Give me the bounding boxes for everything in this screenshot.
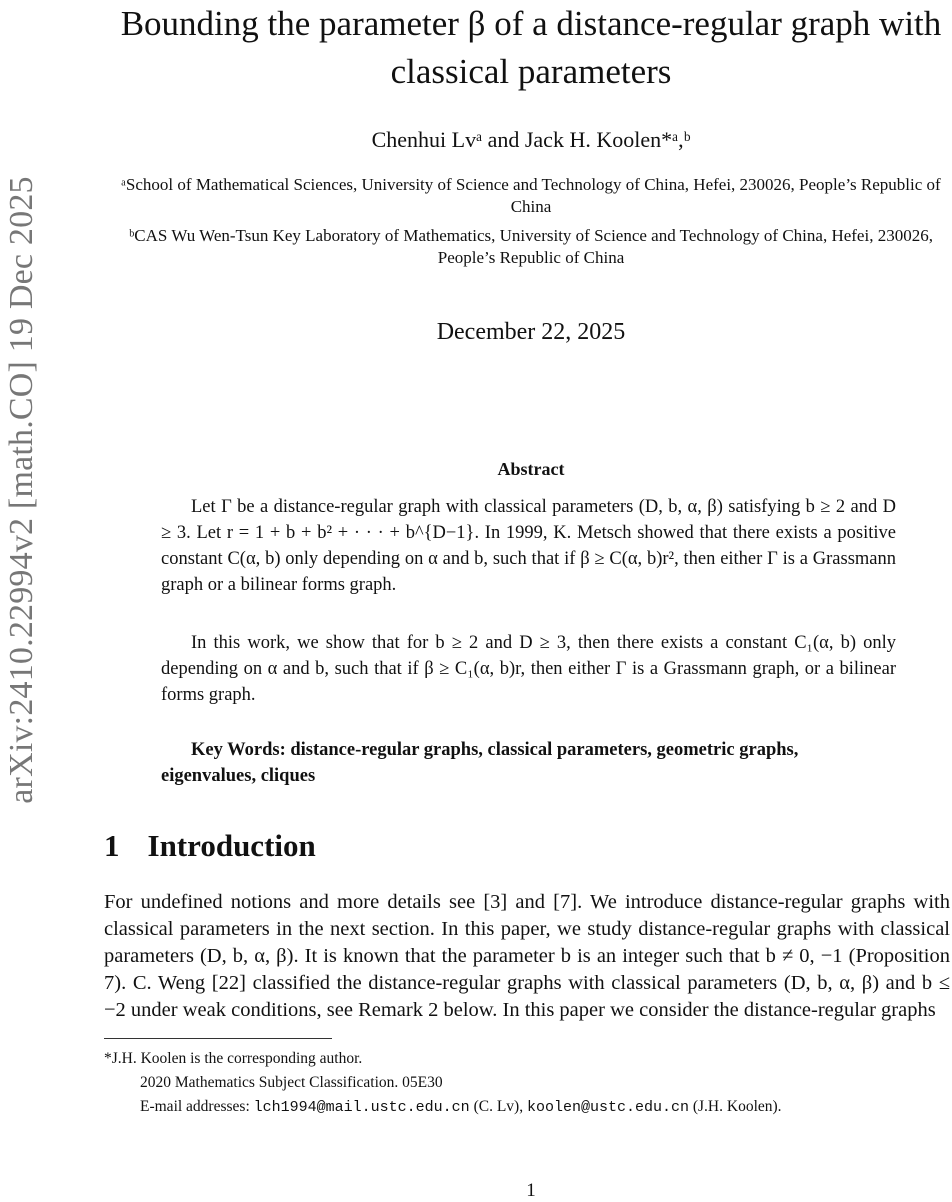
email-lv[interactable]: lch1994@mail.ustc.edu.cn	[253, 1099, 470, 1116]
paper-date: December 22, 2025	[436, 319, 626, 345]
email-koolen[interactable]: koolen@ustc.edu.cn	[526, 1099, 689, 1116]
abstract-paragraph-1: Let Γ be a distance-regular graph with classical parameters (D, b, α, β) satisfying b ≥ 2 and D ≥ 3. Let r = 1 + b + b² + · · · + b^{D−1}. In 1999, K. Metsch showed that there exists a positive constant C(α, b) only depending on α and b, such that if β ≥ C(α, b)r², then either Γ is a Grassmann graph or a bilinear forms graph.	[161, 497, 896, 595]
keywords	[161, 737, 896, 789]
affiliation-a: ᵃSchool of Mathematical Sciences, University of Science and Technology of China, Hefei, 230026, People’s Republic of China	[121, 175, 941, 216]
affiliation-b: ᵇCAS Wu Wen-Tsun Key Laboratory of Mathematics, University of Science and Technology of China, Hefei, 230026, People’s Republic of China	[129, 226, 933, 267]
footnote-emails	[140, 1095, 952, 1119]
footnote-corresponding: *J.H. Koolen is the corresponding author.	[104, 1050, 363, 1067]
email-koolen-name: (J.H. Koolen).	[692, 1098, 782, 1115]
email-lv-name: (C. Lv),	[473, 1098, 524, 1115]
introduction-text: For undefined notions and more details see [3] and [7]. We introduce distance-regular graphs with classical parameters in the next section. In this paper, we study distance-regular graphs with classical parameters (D, b, α, β). It is known that the parameter b is an integer such that b ≠ 0, −1 (Proposition 7). C. Weng [22] classified the distance-regular graphs with classical parameters (D, b, α, β) and b ≤ −2 under weak conditions, see Remark 2 below. In this paper we consider the distance-regular graphs	[104, 891, 950, 1021]
section-title: Introduction	[147, 828, 316, 863]
footnote-rule	[104, 1038, 332, 1039]
abstract-heading: Abstract	[497, 459, 565, 479]
section-heading	[104, 828, 316, 864]
footnote-msc: 2020 Mathematics Subject Classification. 05E30	[140, 1074, 443, 1091]
email-label: E-mail addresses:	[140, 1098, 250, 1115]
paper-title: Bounding the parameter β of a distance-regular graph with classical parameters	[120, 4, 942, 91]
keywords-list: distance-regular graphs, classical parameters, geometric graphs, eigenvalues, cliques	[161, 740, 799, 786]
author-list: Chenhui Lvᵃ and Jack H. Koolen*ᵃ,ᵇ	[371, 127, 691, 152]
arxiv-identifier: arXiv:2410.22994v2 [math.CO] 19 Dec 2025	[3, 176, 40, 804]
section-number: 1	[104, 828, 120, 863]
arxiv-sidebar	[2, 120, 42, 860]
page-number: 1	[526, 1180, 536, 1201]
keywords-label: Key Words:	[191, 740, 286, 760]
abstract-paragraph-2: In this work, we show that for b ≥ 2 and D ≥ 3, then there exists a constant C₁(α, b) only depending on α and b, such that if β ≥ C₁(α, b)r, then either Γ is a Grassmann graph, or a bilinear forms graph.	[161, 633, 896, 705]
